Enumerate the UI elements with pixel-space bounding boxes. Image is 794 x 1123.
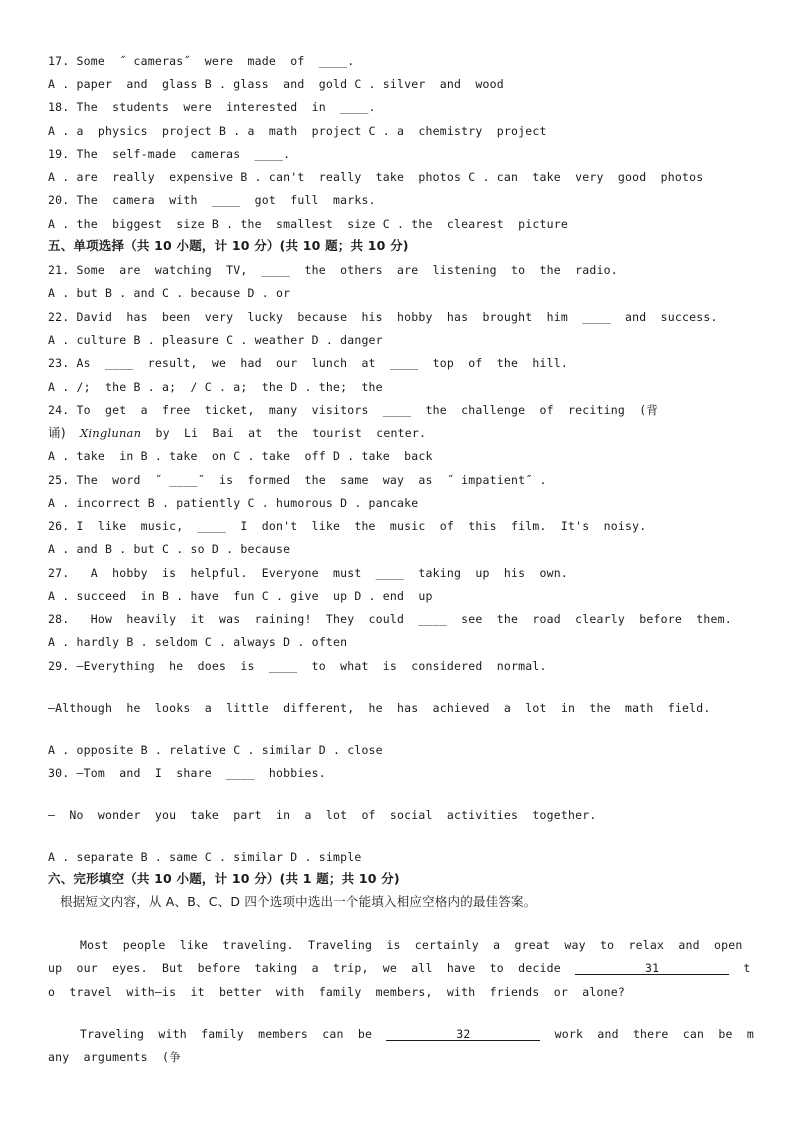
options-17: A . paper and glass B . glass and gold C . silver and wood — [48, 77, 504, 91]
question-20: 20. The camera with ____ got full marks. — [48, 193, 376, 207]
section-heading-5: 五、单项选择（共 10 小题，计 10 分）(共 10 题；共 10 分) — [48, 238, 409, 253]
options-23: A . /; the B . a; / C . a; the D . the; the — [48, 380, 383, 394]
options-21: A . but B . and C . because D . or — [48, 286, 291, 300]
options-28: A . hardly B . seldom C . always D . often — [48, 635, 348, 649]
poem-title: Xinglunan — [80, 426, 142, 440]
question-21: 21. Some are watching TV, ____ the others are listening to the radio. — [48, 263, 618, 277]
options-20: A . the biggest size B . the smallest size C . the clearest picture — [48, 217, 569, 231]
question-26: 26. I like music, ____ I don't like the music of this film. It's noisy. — [48, 519, 647, 533]
question-22: 22. David has been very lucky because his hobby has brought him ____ and success. — [48, 310, 718, 324]
dialogue-29-reply: —Although he looks a little different, he has achieved a lot in the math field. — [48, 701, 711, 715]
options-19: A . are really expensive B . can't really take photos C . can take very good photos — [48, 170, 704, 184]
options-24: A . take in B . take on C . take off D . take back — [48, 449, 433, 463]
question-25: 25. The word ˝ ____˝ is formed the same way as ˝ impatient˝ . — [48, 473, 547, 487]
question-27: 27. A hobby is helpful. Everyone must ____ taking up his own. — [48, 566, 569, 580]
options-18: A . a physics project B . a math project C . a chemistry project — [48, 124, 547, 138]
dialogue-30-reply: — No wonder you take part in a lot of social activities together. — [48, 808, 597, 822]
passage-line-2: up our eyes. But before taking a trip, we all have to decide 31 t — [48, 961, 751, 975]
blank-32[interactable]: 32 — [386, 1027, 540, 1041]
question-17: 17. Some ˝ cameras˝ were made of ____. — [48, 54, 355, 68]
options-25: A . incorrect B . patiently C . humorous D . pancake — [48, 496, 419, 510]
options-22: A . culture B . pleasure C . weather D . danger — [48, 333, 383, 347]
section-heading-6: 六、完形填空（共 10 小题，计 10 分）(共 1 题；共 10 分) — [48, 871, 400, 886]
passage-line-4: Traveling with family members can be 32 work and there can be m — [80, 1027, 755, 1041]
passage-line-5: any arguments (争 — [48, 1050, 181, 1064]
question-29: 29. —Everything he does is ____ to what is considered normal. — [48, 659, 547, 673]
options-29: A . opposite B . relative C . similar D . close — [48, 743, 383, 757]
cloze-instructions: 根据短文内容，从 A、B、C、D 四个选项中选出一个能填入相应空格内的最佳答案。 — [60, 894, 537, 909]
blank-31[interactable]: 31 — [575, 961, 729, 975]
options-26: A . and B . but C . so D . because — [48, 542, 291, 556]
question-24-cont: 诵) Xinglunan by Li Bai at the tourist center. — [48, 425, 427, 440]
question-28: 28. How heavily it was raining! They could ____ see the road clearly before them. — [48, 612, 732, 626]
question-30: 30. —Tom and I share ____ hobbies. — [48, 766, 326, 780]
question-19: 19. The self-made cameras ____. — [48, 147, 291, 161]
passage-line-1: Most people like traveling. Traveling is certainly a great way to relax and open — [80, 938, 743, 952]
question-24: 24. To get a free ticket, many visitors ____ the challenge of reciting (背 — [48, 403, 659, 417]
passage-line-3: o travel with—is it better with family members, with friends or alone? — [48, 985, 626, 999]
question-23: 23. As ____ result, we had our lunch at ____ top of the hill. — [48, 356, 569, 370]
options-27: A . succeed in B . have fun C . give up D . end up — [48, 589, 433, 603]
options-30: A . separate B . same C . similar D . simple — [48, 850, 362, 864]
question-18: 18. The students were interested in ____. — [48, 100, 376, 114]
